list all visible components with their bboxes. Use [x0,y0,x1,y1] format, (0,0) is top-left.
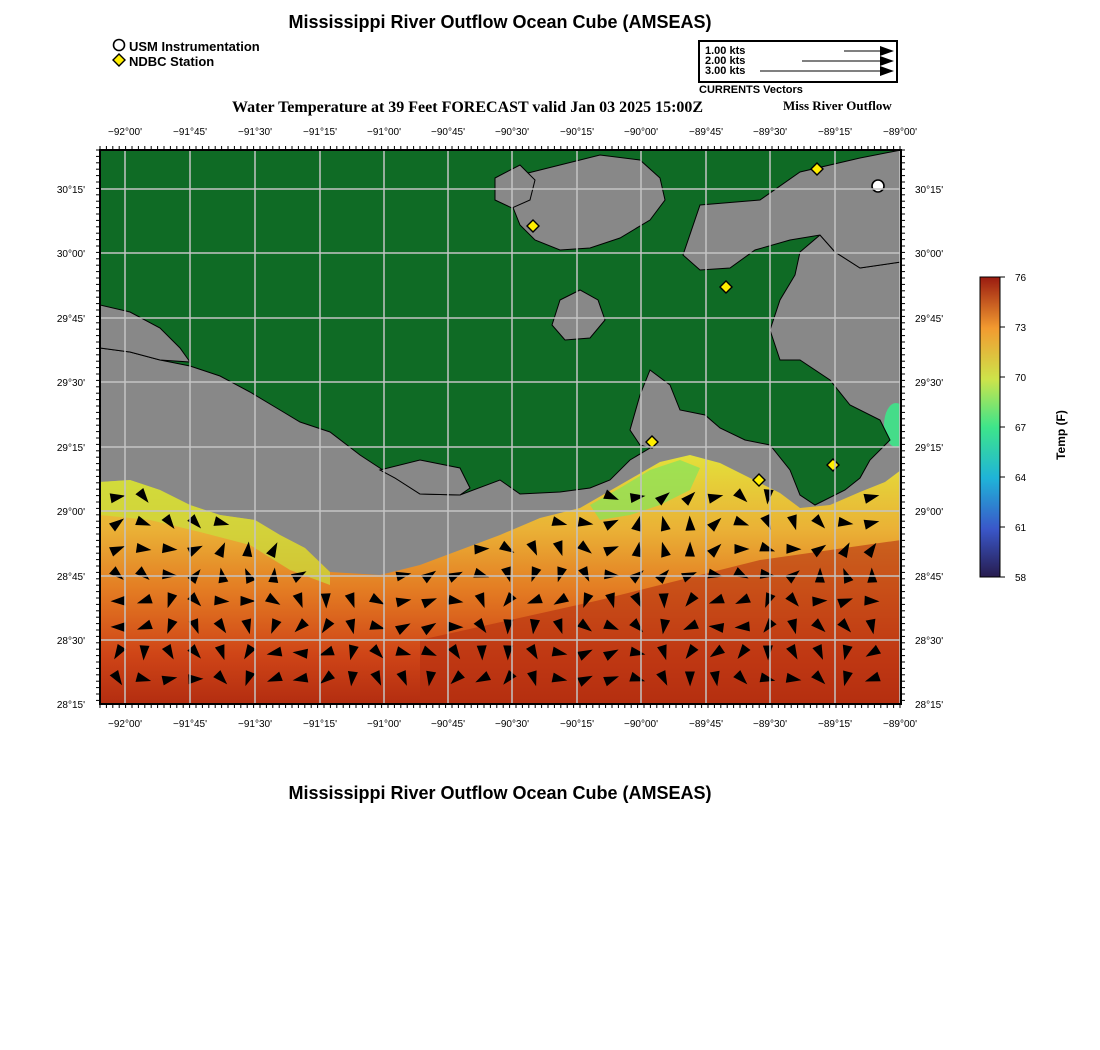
colorbar [980,277,1000,577]
lat-tick-label: 29°00' [56,507,85,518]
lon-tick-label: −90°00' [624,719,658,730]
lon-tick-label: −91°15' [303,127,337,138]
colorbar-tick-label: 61 [1015,523,1027,534]
lon-tick-label: −91°00' [367,719,401,730]
lat-tick-label: 29°30' [56,378,85,389]
vector-row-3: 3.00 kts [705,65,746,77]
lon-tick-label: −89°00' [883,719,917,730]
lat-tick-label: 28°15' [56,700,85,711]
lon-tick-label: −89°30' [753,719,787,730]
lon-tick-label: −90°15' [560,127,594,138]
lat-tick-label: 28°45' [56,572,85,583]
colorbar-tick-label: 67 [1015,423,1027,434]
lat-tick-label: 29°15' [56,443,85,454]
lon-tick-label: −91°45' [173,127,207,138]
colorbar-tick-label: 70 [1015,373,1027,384]
lat-tick-label: 29°45' [56,314,85,325]
lat-tick-label: 29°30' [915,378,944,389]
lon-tick-label: −89°45' [689,127,723,138]
lat-tick-label: 29°15' [915,443,944,454]
legend-ndbc-label: NDBC Station [129,54,215,69]
lon-tick-label: −89°45' [689,719,723,730]
colorbar-tick-label: 58 [1015,573,1027,584]
lat-tick-label: 30°00' [56,249,85,260]
lat-labels-left [57,185,85,711]
vector-row-1: 1.00 kts [705,45,746,57]
main-title: Mississippi River Outflow Ocean Cube (AMSEAS) [288,12,712,32]
colorbar-title: Temp (F) [1053,410,1068,460]
map-subtitle: Water Temperature at 39 Feet FORECAST valid Jan 03 2025 15:00Z [232,99,704,116]
lat-labels-right [915,185,943,711]
lon-tick-label: −90°30' [495,127,529,138]
lat-tick-label: 28°45' [915,572,944,583]
lat-tick-label: 28°30' [915,636,944,647]
lon-tick-label: −90°15' [560,719,594,730]
lon-tick-label: −90°45' [431,127,465,138]
legend-usm-label: USM Instrumentation [129,39,260,54]
lon-tick-label: −89°00' [883,127,917,138]
lat-tick-label: 28°15' [915,700,944,711]
vector-row-2: 2.00 kts [705,55,746,67]
lon-tick-label: −91°15' [303,719,337,730]
lon-tick-label: −89°30' [753,127,787,138]
lon-tick-label: −90°45' [431,719,465,730]
lat-tick-label: 29°00' [915,507,944,518]
colorbar-tick-label: 76 [1015,273,1027,284]
colorbar-tick-label: 64 [1015,473,1027,484]
lat-tick-label: 30°15' [915,185,944,196]
lon-labels-top [108,127,917,138]
colorbar-tick-label: 73 [1015,323,1027,334]
lon-tick-label: −91°00' [367,127,401,138]
lon-tick-label: −90°00' [624,127,658,138]
lat-tick-label: 30°00' [915,249,944,260]
lat-tick-label: 29°45' [915,314,944,325]
lon-labels-bottom [108,719,917,730]
lon-tick-label: −90°30' [495,719,529,730]
lon-tick-label: −91°30' [238,127,272,138]
region-label: Miss River Outflow [783,98,892,113]
colorbar-ticks [1000,273,1027,584]
lon-tick-label: −91°30' [238,719,272,730]
usm-instrumentation-marker [872,180,884,192]
lat-tick-label: 28°30' [56,636,85,647]
lon-tick-label: −89°15' [818,127,852,138]
lon-tick-label: −92°00' [108,719,142,730]
footer-title: Mississippi River Outflow Ocean Cube (AMSEAS) [288,783,712,803]
lat-tick-label: 30°15' [56,185,85,196]
lon-tick-label: −89°15' [818,719,852,730]
lon-tick-label: −92°00' [108,127,142,138]
vector-scale-label: CURRENTS Vectors [699,84,803,96]
lon-tick-label: −91°45' [173,719,207,730]
